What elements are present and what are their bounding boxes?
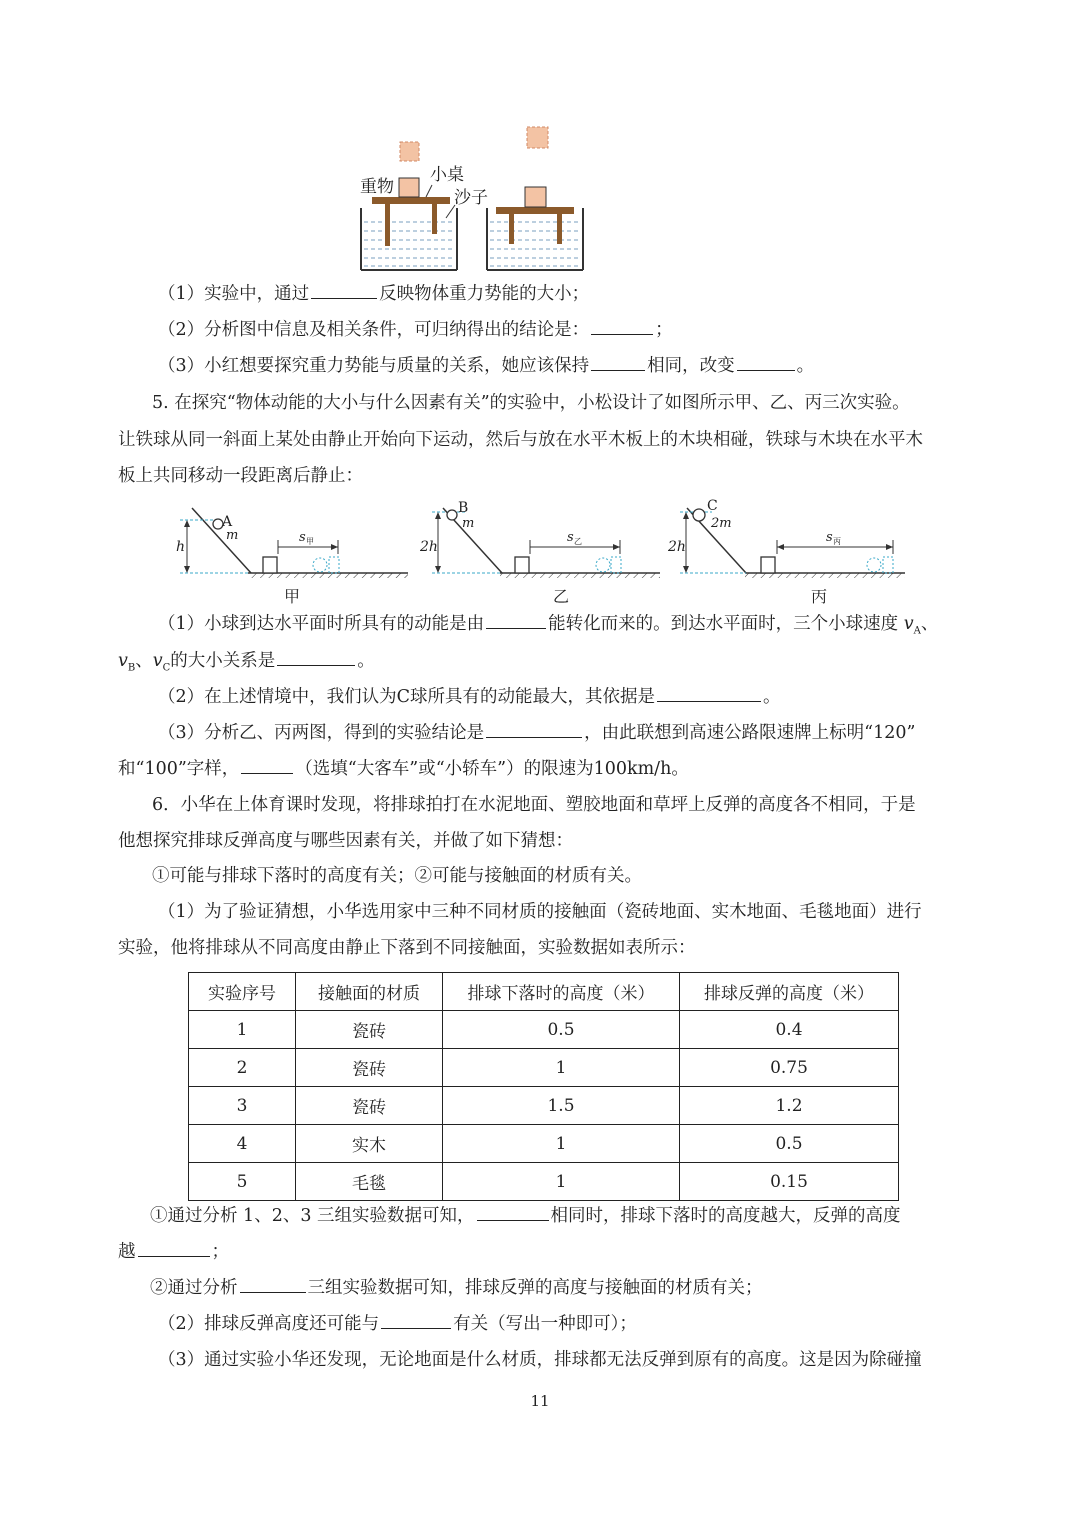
q6-part3: （3）通过实验小华还发现，无论地面是什么材质，排球都无法反弹到原有的高度。这是因为除碰撞 <box>158 1350 922 1370</box>
svg-text:h: h <box>176 539 186 555</box>
svg-text:C: C <box>707 498 718 514</box>
ball-b <box>447 510 457 520</box>
q6-analysis1-line2: 越 ； <box>118 1242 229 1262</box>
wood-block <box>263 557 277 573</box>
weight-block-right <box>525 187 546 207</box>
ball-c <box>693 509 705 521</box>
label-sand: 沙子 <box>454 188 488 208</box>
answer-blank[interactable] <box>381 1312 451 1329</box>
q4-part2: （2）分析图中信息及相关条件，可归纳得出的结论是： ； <box>158 320 673 340</box>
answer-blank[interactable] <box>477 1204 549 1221</box>
table-cell: 瓷砖 <box>296 1049 443 1087</box>
q5-part3-line1: （3）分析乙、丙两图，得到的实验结论是 ，由此联想到高速公路限速牌上标明“120” <box>158 723 916 743</box>
svg-text:s: s <box>299 530 306 545</box>
svg-text:A: A <box>222 514 233 530</box>
table-row <box>189 1049 899 1087</box>
ramp-figure-bing <box>667 498 905 578</box>
table-cell: 实木 <box>296 1125 443 1163</box>
q5-intro-line1: 5. 在探究“物体动能的大小与什么因素有关”的实验中，小松设计了如图所示甲、乙、丙三次实验。 <box>152 393 910 413</box>
table-cell: 3 <box>189 1087 296 1125</box>
svg-text:m: m <box>462 516 475 531</box>
q5-intro-line3: 板上共同移动一段距离后静止： <box>118 466 363 486</box>
svg-text:s: s <box>826 530 833 545</box>
falling-weight-right <box>527 127 548 148</box>
q6-guess: ①可能与排球下落时的高度有关；②可能与接触面的材质有关。 <box>152 866 642 886</box>
q6-analysis1-line1: ①通过分析 1、2、3 三组实验数据可知， 相同时，排球下落时的高度越大，反弹的高度 <box>150 1206 901 1226</box>
answer-blank[interactable] <box>591 318 653 335</box>
answer-blank[interactable] <box>277 649 355 666</box>
ramp-figure-yi <box>419 500 660 578</box>
q5-part1-line2: $v_B$、$v_C$的大小关系是 。 <box>118 651 375 674</box>
table-cell: 1 <box>443 1163 680 1201</box>
svg-text:B: B <box>458 500 469 516</box>
header-drop-height: 排球下落时的高度（米） <box>443 973 680 1011</box>
header-trial: 实验序号 <box>189 973 296 1011</box>
q5-intro-line2: 让铁球从同一斜面上某处由静止开始向下运动，然后与放在水平木板上的木块相碰，铁球与木块在水平木 <box>118 430 923 450</box>
table-cell: 2 <box>189 1049 296 1087</box>
q4-part1: （1）实验中，通过 反映物体重力势能的大小； <box>158 284 590 304</box>
container-right <box>487 187 583 270</box>
svg-text:2h: 2h <box>420 539 438 555</box>
table-cell: 1.5 <box>443 1087 680 1125</box>
experiment-data-table <box>188 972 899 1201</box>
q6-part1-line1: （1）为了验证猜想，小华选用家中三种不同材质的接触面（瓷砖地面、实木地面、毛毯地面）进行 <box>158 902 922 922</box>
answer-blank[interactable] <box>138 1240 210 1257</box>
q4-part3: （3）小红想要探究重力势能与质量的关系，她应该保持 相同，改变 。 <box>158 356 815 376</box>
weight-block-left <box>399 178 419 197</box>
answer-blank[interactable] <box>240 1276 306 1293</box>
answer-blank[interactable] <box>486 612 546 629</box>
page-number: 11 <box>530 1392 550 1410</box>
q6-part1-line2: 实验，他将排球从不同高度由静止下落到不同接触面，实验数据如表所示： <box>118 938 696 958</box>
table-cell: 4 <box>189 1125 296 1163</box>
table-cell: 0.5 <box>443 1011 680 1049</box>
table-cell: 0.5 <box>680 1125 899 1163</box>
label-weight: 重物 <box>360 177 394 197</box>
svg-text:乙: 乙 <box>574 537 582 546</box>
table-cell: 5 <box>189 1163 296 1201</box>
wood-block <box>761 557 775 573</box>
svg-text:2h: 2h <box>668 539 686 555</box>
svg-text:丙: 丙 <box>833 537 841 546</box>
q6-intro-line1: 6．小华在上体育课时发现，将排球拍打在水泥地面、塑胶地面和草坪上反弹的高度各不相同，于是 <box>152 795 916 815</box>
label-small-table: 小桌 <box>430 165 464 185</box>
answer-blank[interactable] <box>241 757 293 774</box>
ramp-figures <box>0 490 1080 610</box>
table-cell: 1.2 <box>680 1087 899 1125</box>
table-row <box>189 1125 899 1163</box>
wood-block <box>515 557 529 573</box>
svg-text:s: s <box>567 530 574 545</box>
svg-text:2m: 2m <box>711 516 732 531</box>
table-cell: 瓷砖 <box>296 1011 443 1049</box>
answer-blank[interactable] <box>486 721 582 738</box>
svg-text:m: m <box>226 528 239 543</box>
svg-text:甲: 甲 <box>306 537 314 546</box>
answer-blank[interactable] <box>591 354 645 371</box>
table-cell: 1 <box>443 1125 680 1163</box>
q6-intro-line2: 他想探究排球反弹高度与哪些因素有关，并做了如下猜想： <box>118 831 573 851</box>
sand-table-figure <box>0 0 1080 280</box>
q6-analysis2: ②通过分析 三组实验数据可知，排球反弹的高度与接触面的材质有关； <box>150 1278 763 1298</box>
table-cell: 1 <box>189 1011 296 1049</box>
q6-part2: （2）排球反弹高度还可能与 有关（写出一种即可）； <box>158 1314 637 1334</box>
answer-blank[interactable] <box>311 282 377 299</box>
header-material: 接触面的材质 <box>296 973 443 1011</box>
answer-blank[interactable] <box>737 354 795 371</box>
falling-weight-left <box>400 142 419 161</box>
answer-blank[interactable] <box>657 685 761 702</box>
q5-part1-line1: （1）小球到达水平面时所具有的动能是由 能转化而来的。到达水平面时，三个小球速度 $v_A$、 <box>158 614 939 637</box>
q5-part2: （2）在上述情境中，我们认为C球所具有的动能最大，其依据是 。 <box>158 687 781 707</box>
table-cell: 0.4 <box>680 1011 899 1049</box>
ramp-figure-jia <box>176 508 408 578</box>
table-row <box>189 1087 899 1125</box>
table-cell: 0.15 <box>680 1163 899 1201</box>
table-row <box>189 1011 899 1049</box>
table-cell: 毛毯 <box>296 1163 443 1201</box>
table-header-row <box>189 973 899 1011</box>
caption-yi: 乙 <box>553 587 570 606</box>
table-cell: 0.75 <box>680 1049 899 1087</box>
caption-jia: 甲 <box>284 587 301 606</box>
table-row <box>189 1163 899 1201</box>
caption-bing: 丙 <box>811 587 828 606</box>
table-cell: 瓷砖 <box>296 1087 443 1125</box>
header-bounce-height: 排球反弹的高度（米） <box>680 973 899 1011</box>
q5-part3-line2: 和“100”字样， （选填“大客车”或“小轿车”）的限速为100km/h。 <box>118 759 689 779</box>
table-cell: 1 <box>443 1049 680 1087</box>
